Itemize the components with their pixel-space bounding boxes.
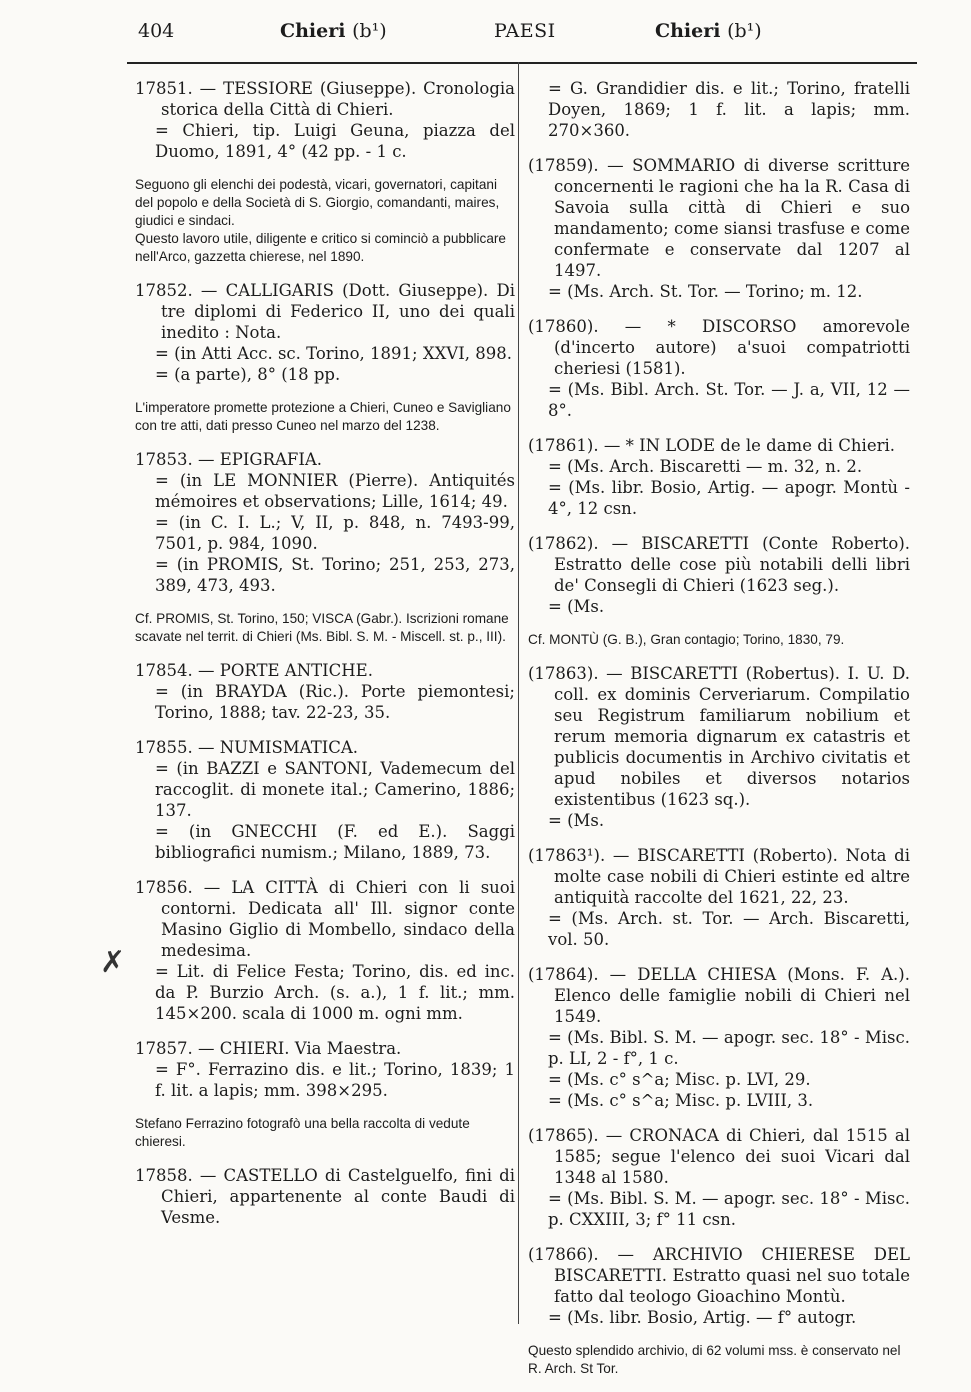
entry-detail: = (in PROMIS, St. Torino; 251, 253, 273, 389, 473, 493. [155, 555, 515, 595]
entry-title: 17857. — CHIERI. Via Maestra. [135, 1039, 402, 1058]
entry-title: 17852. — CALLIGARIS (Dott. Giuseppe). Di tre diplomi di Federico II, uno dei quali inedito : Nota. [135, 281, 515, 342]
entry-title: (17862). — BISCARETTI (Conte Roberto). Estratto delle cose più notabili delli libri de' Consegli di Chieri (1623 seg.). [528, 534, 910, 595]
entry-detail: = (in C. I. L.; V, II, p. 848, n. 7493-99, 7501, p. 984, 1090. [155, 513, 515, 553]
entry-detail: = (Ms. Arch. Biscaretti — m. 32, n. 2. [548, 457, 863, 476]
entry-title: (17863). — BISCARETTI (Robertus). I. U. D. coll. ex dominis Cerveriarum. Compilatio seu Registrum familiarum nobilium et rerum memoria dignarum ex catastris et publicis documentis in Archivo civitatis et apud nobiles et diversos notarios existentibus (1623 sq.). [528, 664, 910, 809]
header-rule [127, 62, 917, 64]
bibliographic-entry [528, 1244, 910, 1328]
note-line: Questo lavoro utile, diligente e critico si cominciò a pubblicare nell'Arco, gazzetta chierese, nel 1890. [135, 231, 506, 264]
entry-detail: = (Ms. Arch. st. Tor. — Arch. Biscaretti, vol. 50. [548, 909, 910, 949]
bibliographic-note [528, 631, 910, 649]
note-line: Cf. PROMIS, St. Torino, 150; VISCA (Gabr.). Iscrizioni romane scavate nel territ. di Chieri (Ms. Bibl. S. M. - Miscell. st. p., III). [135, 611, 509, 644]
entry-detail: = (Ms. Bibl. Arch. St. Tor. — J. a, VII, 12 — 8°. [548, 380, 910, 420]
bibliographic-note [135, 176, 515, 266]
entry-title: 17855. — NUMISMATICA. [135, 738, 358, 757]
bibliographic-entry [528, 845, 910, 950]
entry-detail: = (Ms. Bibl. S. M. — apogr. sec. 18° - Misc. p. CXXIII, 3; f° 11 csn. [548, 1189, 910, 1229]
entry-detail: = (Ms. c° s^a; Misc. p. LVIII, 3. [548, 1091, 814, 1110]
entry-title: = G. Grandidier dis. e lit.; Torino, fratelli Doyen, 1869; 1 f. lit. a lapis; mm. 270×360. [548, 79, 910, 140]
column-divider [518, 62, 519, 1324]
note-line: Cf. MONTÙ (G. B.), Gran contagio; Torino, 1830, 79. [528, 632, 845, 647]
note-line: Questo splendido archivio, di 62 volumi mss. è conservato nel R. Arch. St Tor. [528, 1343, 901, 1376]
bibliographic-note [528, 1342, 910, 1378]
entry-title: 17858. — CASTELLO di Castelguelfo, fini di Chieri, appartenente al conte Baudi di Vesme. [135, 1166, 515, 1227]
bibliographic-entry [528, 155, 910, 302]
entry-title: 17853. — EPIGRAFIA. [135, 450, 323, 469]
entry-detail: = (Ms. libr. Bosio, Artig. — apogr. Montù - 4°, 12 csn. [548, 478, 910, 518]
entry-detail: = (in BRAYDA (Ric.). Porte piemontesi; Torino, 1888; tav. 22-23, 35. [155, 682, 515, 722]
bibliographic-entry [528, 78, 910, 141]
bibliographic-entry [528, 663, 910, 831]
entry-detail: = (Ms. Bibl. S. M. — apogr. sec. 18° - Misc. p. LI, 2 - f°, 1 c. [548, 1028, 910, 1068]
bibliographic-entry [135, 660, 515, 723]
running-title-right: Chieri (b¹) [655, 20, 762, 42]
bibliographic-entry [528, 316, 910, 421]
entry-title: (17865). — CRONACA di Chieri, dal 1515 al 1585; segue l'elenco dei suoi Vicari dal 1348 al 1580. [528, 1126, 910, 1187]
entry-title: (17859). — SOMMARIO di diverse scritture concernenti le ragioni che ha la R. Casa di Savoia sulla città di Chieri e suo mandamento; come siansi trasfuse e come confermate e conservate dal 1207 al 1497. [528, 156, 910, 280]
entry-detail: = (Ms. libr. Bosio, Artig. — f° autogr. [548, 1308, 857, 1327]
entry-title: (17860). — * DISCORSO amorevole (d'incerto autore) a'suoi compatriotti cheriesi (1581). [528, 317, 910, 378]
entry-detail: = (Ms. c° s^a; Misc. p. LVI, 29. [548, 1070, 811, 1089]
bibliographic-entry [135, 449, 515, 596]
bibliographic-note [135, 1115, 515, 1151]
bibliographic-entry [528, 533, 910, 617]
note-line: Stefano Ferrazino fotografò una bella raccolta di vedute chieresi. [135, 1116, 470, 1149]
entry-detail: = (Ms. [548, 811, 605, 830]
left-column [135, 78, 515, 1242]
bibliographic-entry [528, 435, 910, 519]
bibliographic-entry [135, 78, 515, 162]
page-header [0, 0, 971, 62]
entry-detail: = (Ms. [548, 597, 605, 616]
page-number: 404 [138, 20, 175, 42]
entry-detail: = (in BAZZI e SANTONI, Vademecum del raccoglit. di monete ital.; Camerino, 1886; 137. [155, 759, 515, 820]
running-title-center: PAESI [494, 20, 556, 42]
entry-title: (17866). — ARCHIVIO CHIERESE DEL BISCARETTI. Estratto quasi nel suo totale fatto dal teologo Gioachino Montù. [528, 1245, 910, 1306]
entry-title: (17861). — * IN LODE de le dame di Chieri. [528, 436, 895, 455]
entry-detail: = (a parte), 8° (18 pp. [155, 365, 341, 384]
entry-detail: = F°. Ferrazino dis. e lit.; Torino, 1839; 1 f. lit. a lapis; mm. 398×295. [155, 1060, 515, 1100]
bibliographic-entry [528, 1125, 910, 1230]
entry-title: (17864). — DELLA CHIESA (Mons. F. A.). Elenco delle famiglie nobili di Chieri nel 1549. [528, 965, 910, 1026]
entry-detail: = Lit. di Felice Festa; Torino, dis. ed inc. da P. Burzio Arch. (s. a.), 1 f. lit.; mm. 145×200. scala di 1000 m. ogni mm. [155, 962, 515, 1023]
bibliographic-note [135, 399, 515, 435]
bibliographic-note [135, 610, 515, 646]
entry-title: 17856. — LA CITTÀ di Chieri con li suoi contorni. Dedicata all' Ill. signor conte Masino Giglio di Mombello, sindaco della medesima. [135, 878, 515, 960]
note-line: Seguono gli elenchi dei podestà, vicari, governatori, capitani del popolo e della Società di S. Giorgio, comandanti, maires, giudici e sindaci. [135, 177, 500, 228]
right-column [528, 78, 910, 1392]
entry-title: 17851. — TESSIORE (Giuseppe). Cronologia storica della Città di Chieri. [135, 79, 515, 119]
entry-detail: = (in Atti Acc. sc. Torino, 1891; XXVI, 898. [155, 344, 512, 363]
bibliographic-entry [135, 1038, 515, 1101]
entry-detail: = Chieri, tip. Luigi Geuna, piazza del Duomo, 1891, 4° (42 pp. - 1 c. [155, 121, 515, 161]
entry-title: 17854. — PORTE ANTICHE. [135, 661, 373, 680]
bibliographic-entry [135, 737, 515, 863]
entry-detail: = (in GNECCHI (F. ed E.). Saggi bibliografici numism.; Milano, 1889, 73. [155, 822, 515, 862]
running-title-left: Chieri (b¹) [280, 20, 387, 42]
bibliographic-entry [135, 877, 515, 1024]
entry-detail: = (in LE MONNIER (Pierre). Antiquités mémoires et observations; Lille, 1614; 49. [155, 471, 515, 511]
bibliographic-entry [528, 964, 910, 1111]
bibliographic-entry [135, 1165, 515, 1228]
bibliographic-entry [135, 280, 515, 385]
margin-mark: ✗ [100, 945, 126, 980]
entry-title: (17863¹). — BISCARETTI (Roberto). Nota di molte case nobili di Chieri estinte ed altre antiquità raccolte del 1621, 22, 23. [528, 846, 910, 907]
note-line: L'imperatore promette protezione a Chieri, Cuneo e Savigliano con tre atti, dati presso Cuneo nel marzo del 1238. [135, 400, 511, 433]
entry-detail: = (Ms. Arch. St. Tor. — Torino; m. 12. [548, 282, 863, 301]
